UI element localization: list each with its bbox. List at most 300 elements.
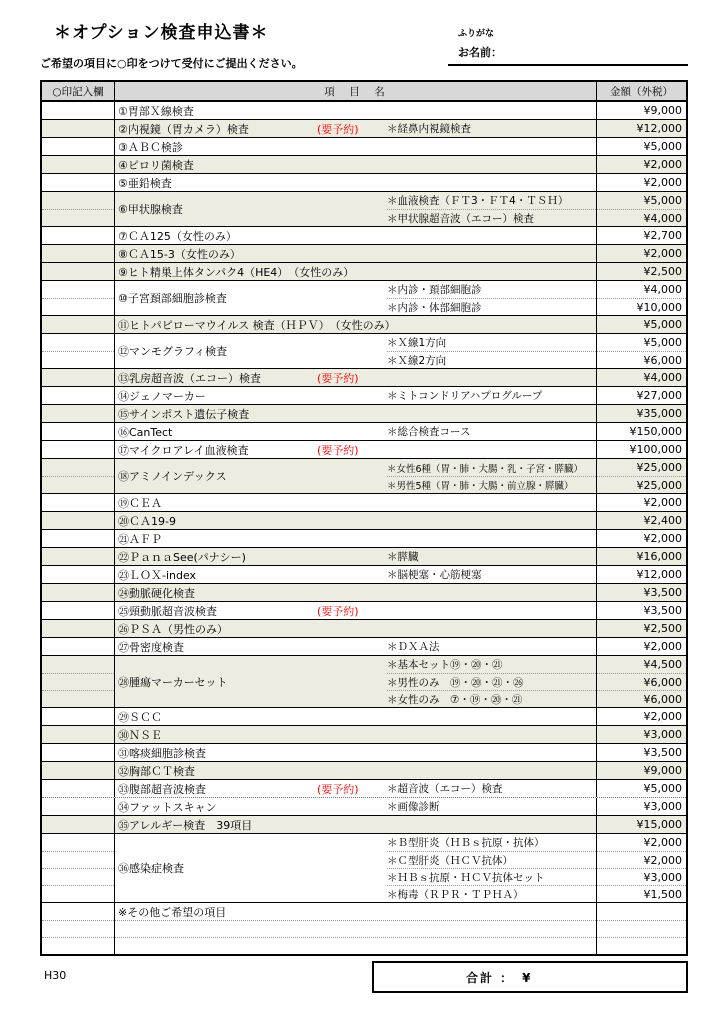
mark-sub-cell [42, 120, 114, 137]
sub-items [387, 227, 596, 244]
exam-group [42, 511, 686, 529]
price-value: ¥3,000 [597, 868, 686, 885]
item-name: ⑥甲状腺検査 [118, 203, 183, 216]
price-value: ¥3,500 [643, 746, 682, 759]
exam-group [42, 797, 686, 815]
name-field [448, 39, 688, 66]
sub-items [387, 834, 596, 902]
price-value: ¥5,000 [643, 194, 682, 207]
price-column [596, 102, 686, 119]
price-value: ¥9,000 [643, 764, 682, 777]
mark-sub-cell [42, 690, 114, 707]
mark-sub-cell [42, 620, 114, 637]
name-block [448, 26, 688, 66]
item-name-cell [115, 602, 387, 619]
mark-entry-cell [42, 494, 115, 511]
item-name-cell [115, 138, 387, 155]
name-label: お名前： [458, 46, 502, 59]
item-name-cell [115, 174, 387, 191]
mark-sub-cell [42, 530, 114, 547]
item-name: ㉗骨密度検査 [118, 640, 184, 654]
exam-group [42, 333, 686, 368]
sub-item-label: ＊膵臓 [387, 551, 419, 563]
item-name: ⑮サインポスト遺伝子検査 [118, 407, 250, 421]
sub-items [387, 620, 596, 637]
price-column [596, 156, 686, 173]
sub-item-label: ＊ＤＸＡ法 [387, 641, 440, 653]
sub-item-row [387, 192, 596, 209]
item-area [115, 281, 596, 315]
price-column [596, 656, 686, 707]
mark-sub-cell [42, 512, 114, 529]
item-area [115, 726, 596, 743]
sub-items [387, 263, 596, 280]
sub-item-label: ＊ＨＢｓ抗原・ＨＣＶ抗体セット [387, 871, 545, 884]
mark-sub-cell [42, 387, 114, 404]
item-area [115, 512, 596, 529]
mark-entry-cell [42, 316, 115, 333]
sub-items [387, 744, 596, 761]
item-area [115, 245, 596, 262]
sub-item-row [387, 405, 596, 422]
price-column [596, 174, 686, 191]
price-column [596, 334, 686, 368]
exam-group [42, 422, 686, 440]
price-value: ¥100,000 [629, 443, 682, 456]
item-name-cell [115, 405, 387, 422]
mark-sub-cell [42, 351, 114, 368]
price-column [596, 263, 686, 280]
mark-sub-cell [42, 798, 114, 815]
sub-item-row [387, 816, 596, 833]
price-value [597, 903, 686, 920]
item-name: ⑯CanTect [118, 425, 173, 439]
price-column [596, 620, 686, 637]
price-column [596, 316, 686, 333]
mark-entry-cell [42, 334, 115, 368]
mark-sub-cell [42, 816, 114, 833]
item-name: ⑪ヒトパピローマウイルス 検査（ＨＰＶ） （女性のみ） [118, 318, 396, 332]
mark-entry-cell [42, 780, 115, 797]
exam-group [42, 601, 686, 619]
price-column [596, 566, 686, 583]
mark-sub-cell [42, 316, 114, 333]
sub-item-row [387, 494, 596, 511]
item-area [115, 423, 596, 440]
table-body [42, 102, 686, 954]
item-area [115, 530, 596, 547]
total-box [372, 961, 688, 993]
price-column [596, 387, 686, 404]
price-value: ¥4,000 [643, 371, 682, 384]
item-name-cell [115, 726, 387, 743]
mark-entry-cell [42, 548, 115, 565]
sub-items [387, 602, 596, 619]
sub-item-label: ＊Ｘ線1方向 [387, 337, 447, 349]
exam-group [42, 707, 686, 725]
sub-item-row [387, 690, 596, 707]
mark-entry-cell [42, 834, 115, 902]
item-area [115, 780, 596, 797]
exam-table [40, 80, 688, 956]
mark-entry-cell [42, 744, 115, 761]
sub-item-label: ＊男性5種（胃・肺・大腸・前立腺・膵臓） [387, 481, 574, 492]
exam-group [42, 315, 686, 333]
sub-items [387, 334, 596, 368]
price-column [596, 798, 686, 815]
item-name-cell [115, 638, 387, 655]
item-name: ㉜胸部ＣＴ検査 [118, 764, 195, 778]
sub-items [387, 120, 596, 137]
sub-item-label: ＊脳梗塞・心筋梗塞 [387, 569, 482, 581]
sub-items [387, 102, 596, 119]
price-value: ¥10,000 [597, 298, 686, 315]
exam-group [42, 119, 686, 137]
mark-sub-cell [42, 937, 114, 954]
item-name: ④ピロリ菌検査 [118, 158, 194, 172]
mark-entry-cell [42, 638, 115, 655]
item-name-cell [115, 369, 387, 386]
mark-sub-cell [42, 102, 114, 119]
sub-item-row [387, 762, 596, 779]
item-name: ⑤亜鉛検査 [118, 176, 172, 190]
sub-items [387, 780, 596, 797]
item-name: ⑱アミノインデックス [118, 470, 227, 483]
price-value: ¥6,000 [597, 351, 686, 368]
sub-items [387, 459, 596, 493]
sub-items [387, 512, 596, 529]
price-column [596, 780, 686, 797]
mark-sub-cell [42, 851, 114, 868]
item-area [115, 584, 596, 601]
mark-entry-cell [42, 798, 115, 815]
price-value: ¥5,000 [643, 782, 682, 795]
form-year-code: H30 [44, 969, 67, 982]
item-area [115, 316, 596, 333]
price-value: ¥2,000 [643, 496, 682, 509]
sub-items [387, 441, 596, 458]
mark-sub-cell [42, 156, 114, 173]
mark-sub-cell [42, 920, 114, 937]
item-area [115, 459, 596, 493]
item-name-cell [115, 441, 387, 458]
item-name: ※その他ご希望の項目 [118, 905, 227, 919]
sub-items [387, 281, 596, 315]
price-value: ¥2,000 [643, 176, 682, 189]
sub-item-label: ＊画像診断 [387, 801, 440, 813]
mark-entry-cell [42, 903, 115, 954]
reservation-required-note: (要予約) [317, 604, 359, 618]
item-name-cell [115, 263, 387, 280]
exam-group [42, 902, 686, 954]
price-column [596, 726, 686, 743]
sub-item-row [387, 351, 596, 368]
item-name-cell [115, 387, 387, 404]
item-area [115, 620, 596, 637]
mark-sub-cell [42, 602, 114, 619]
item-name-cell [115, 334, 387, 368]
mark-sub-cell [42, 548, 114, 565]
price-column [596, 120, 686, 137]
exam-group [42, 655, 686, 707]
price-value: ¥2,400 [643, 514, 682, 527]
item-name: ⑫マンモグラフィ検査 [118, 345, 228, 358]
mark-sub-cell [42, 780, 114, 797]
mark-sub-cell [42, 638, 114, 655]
mark-entry-cell [42, 602, 115, 619]
price-value: ¥25,000 [597, 476, 686, 493]
sub-items [387, 156, 596, 173]
sub-item-row [387, 102, 596, 119]
sub-item-label: ＊超音波（エコー）検査 [387, 783, 503, 795]
price-value: ¥3,500 [643, 604, 682, 617]
item-name: ㉘腫瘍マーカーセット [118, 675, 228, 689]
mark-sub-cell [42, 494, 114, 511]
mark-sub-cell [42, 263, 114, 280]
sub-item-label: ＊血液検査（ＦＴ3・ＦＴ4・ＴＳＨ） [387, 195, 569, 207]
sub-item-row [387, 620, 596, 637]
price-column [596, 708, 686, 725]
price-column [596, 441, 686, 458]
table-header-row [42, 82, 686, 102]
price-value [597, 937, 686, 954]
item-name-cell [115, 816, 387, 833]
price-value: ¥3,000 [643, 800, 682, 813]
mark-entry-cell [42, 405, 115, 422]
price-value: ¥2,000 [643, 836, 682, 849]
item-name: ㉟アレルギー検査 39項目 [118, 818, 253, 832]
sub-item-row [387, 369, 596, 386]
item-name: ①胃部Ｘ線検査 [118, 104, 194, 118]
sub-item-row [387, 423, 596, 440]
price-value: ¥5,000 [643, 140, 682, 153]
sub-items [387, 405, 596, 422]
item-name: ⑬乳房超音波（エコー）検査 [118, 371, 261, 385]
exam-group [42, 637, 686, 655]
reservation-required-note: (要予約) [317, 122, 359, 136]
item-name-cell [115, 281, 387, 315]
mark-sub-cell [42, 903, 114, 920]
price-column [596, 834, 686, 902]
item-area [115, 494, 596, 511]
price-value [597, 920, 686, 937]
sub-items [387, 316, 596, 333]
sub-item-label: ＊基本セット⑲・⑳・㉑ [387, 659, 503, 671]
item-name: ⑩子宮頚部細胞診検査 [118, 292, 227, 305]
sub-item-label: ＊梅毒（ＲＰＲ・ＴＰＨＡ） [387, 888, 524, 901]
price-column [596, 638, 686, 655]
sub-items [387, 708, 596, 725]
item-name: ㉞ファットスキャン [118, 800, 217, 814]
mark-entry-cell [42, 102, 115, 119]
mark-sub-cell [42, 673, 114, 690]
price-value: ¥3,500 [643, 586, 682, 599]
item-area [115, 441, 596, 458]
exam-group [42, 725, 686, 743]
mark-sub-cell [42, 459, 114, 476]
sub-item-row [387, 530, 596, 547]
mark-entry-cell [42, 138, 115, 155]
sub-item-label: ＊女性6種（胃・肺・大腸・乳・子宮・膵臓） [387, 463, 584, 475]
price-value: ¥2,000 [597, 851, 686, 868]
sub-item-row [387, 673, 596, 690]
sub-item-row [387, 209, 596, 226]
sub-item-label: ＊甲状腺超音波（エコー）検査 [387, 212, 534, 225]
exam-group [42, 761, 686, 779]
price-value: ¥5,000 [643, 318, 682, 331]
sub-item-row [387, 851, 596, 868]
mark-entry-cell [42, 245, 115, 262]
sub-item-row [387, 174, 596, 191]
item-name-cell [115, 548, 387, 565]
sub-item-row [387, 245, 596, 262]
sub-items [387, 726, 596, 743]
blank-entry-row [115, 937, 596, 954]
item-area [115, 102, 596, 119]
sub-items [387, 584, 596, 601]
sub-items [387, 138, 596, 155]
sub-item-row [387, 387, 596, 404]
item-name-cell [115, 584, 387, 601]
mark-entry-cell [42, 423, 115, 440]
sub-item-row [387, 120, 596, 137]
price-value: ¥9,000 [643, 104, 682, 117]
mark-sub-cell [42, 744, 114, 761]
mark-sub-cell [42, 281, 114, 298]
other-items-area [115, 903, 596, 954]
price-column [596, 548, 686, 565]
sub-items [387, 638, 596, 655]
sub-item-row [387, 263, 596, 280]
price-column [596, 903, 686, 954]
sub-item-row [387, 868, 596, 885]
price-column [596, 245, 686, 262]
exam-group [42, 280, 686, 315]
mark-entry-cell [42, 459, 115, 493]
exam-group [42, 493, 686, 511]
sub-item-row [387, 476, 596, 493]
mark-sub-cell [42, 726, 114, 743]
sub-items [387, 192, 596, 226]
price-value: ¥2,700 [643, 229, 682, 242]
mark-entry-cell [42, 387, 115, 404]
price-column [596, 227, 686, 244]
price-value: ¥3,000 [643, 728, 682, 741]
mark-entry-cell [42, 584, 115, 601]
price-value: ¥4,000 [643, 283, 682, 296]
item-name-cell [115, 566, 387, 583]
sub-items [387, 174, 596, 191]
item-name-cell [115, 530, 387, 547]
sub-item-row [387, 656, 596, 673]
mark-sub-cell [42, 885, 114, 902]
item-name: ⑧ＣＡ15-3（女性のみ） [118, 247, 241, 261]
item-name: ③ＡＢＣ検診 [118, 140, 183, 154]
sub-item-label: ＊女性のみ ⑦・⑲・⑳・㉑ [387, 693, 523, 706]
exam-group [42, 619, 686, 637]
item-name-cell [115, 798, 387, 815]
item-area [115, 548, 596, 565]
price-value: ¥150,000 [629, 425, 682, 438]
item-area [115, 638, 596, 655]
item-name-cell [115, 512, 387, 529]
sub-items [387, 387, 596, 404]
exam-group [42, 137, 686, 155]
price-value: ¥2,000 [643, 158, 682, 171]
mark-sub-cell [42, 174, 114, 191]
mark-entry-cell [42, 620, 115, 637]
item-area [115, 192, 596, 226]
sub-item-row [387, 566, 596, 583]
item-area [115, 156, 596, 173]
mark-entry-cell [42, 762, 115, 779]
item-area [115, 334, 596, 368]
sub-item-row [387, 548, 596, 565]
item-area [115, 566, 596, 583]
exam-group [42, 191, 686, 226]
price-value: ¥12,000 [636, 122, 682, 135]
mark-sub-cell [42, 584, 114, 601]
sub-item-row [387, 780, 596, 797]
price-column [596, 369, 686, 386]
item-name-cell [115, 620, 387, 637]
item-name-cell [115, 708, 387, 725]
mark-entry-cell [42, 156, 115, 173]
item-name: ㉖ＰＳＡ（男性のみ） [118, 622, 228, 636]
sub-item-row [387, 281, 596, 298]
price-column [596, 494, 686, 511]
price-value: ¥6,000 [597, 673, 686, 690]
sub-item-label: ＊経鼻内視鏡検査 [387, 123, 471, 135]
item-name: ⑭ジェノマーカー [118, 389, 206, 403]
sub-item-row [387, 441, 596, 458]
item-name: ⑨ヒト精巣上体タンパク4（HE4） （女性のみ） [118, 265, 355, 279]
price-value: ¥6,000 [597, 690, 686, 707]
item-name: ㉛喀痰細胞診検査 [118, 746, 206, 760]
reservation-required-note: (要予約) [317, 371, 359, 385]
sub-items [387, 798, 596, 815]
price-column [596, 405, 686, 422]
sub-items [387, 530, 596, 547]
sub-item-label: ＊Ｃ型肝炎（ＨＣＶ抗体） [387, 854, 513, 867]
mark-entry-cell [42, 512, 115, 529]
item-name-cell [115, 762, 387, 779]
item-name-cell [115, 102, 387, 119]
page-title: ＊オプション検査申込書＊ [54, 23, 269, 43]
sub-items [387, 816, 596, 833]
item-area [115, 263, 596, 280]
price-value: ¥5,000 [643, 336, 682, 349]
mark-sub-cell [42, 476, 114, 493]
instructions-text: ご希望の項目に○印をつけて受付にご提出ください。 [40, 57, 303, 70]
exam-group [42, 173, 686, 191]
price-column [596, 602, 686, 619]
mark-sub-cell [42, 834, 114, 851]
exam-group [42, 565, 686, 583]
sub-item-row [387, 638, 596, 655]
item-name-cell [115, 494, 387, 511]
item-name: ⑲ＣＥＡ [118, 496, 162, 510]
item-name: ⑰マイクロアレイ血液検査 [118, 443, 249, 457]
mark-entry-cell [42, 530, 115, 547]
price-column [596, 192, 686, 226]
item-name-cell [115, 192, 387, 226]
price-value: ¥2,500 [643, 265, 682, 278]
sub-item-row [387, 726, 596, 743]
exam-group [42, 547, 686, 565]
item-area [115, 744, 596, 761]
mark-entry-cell [42, 656, 115, 707]
